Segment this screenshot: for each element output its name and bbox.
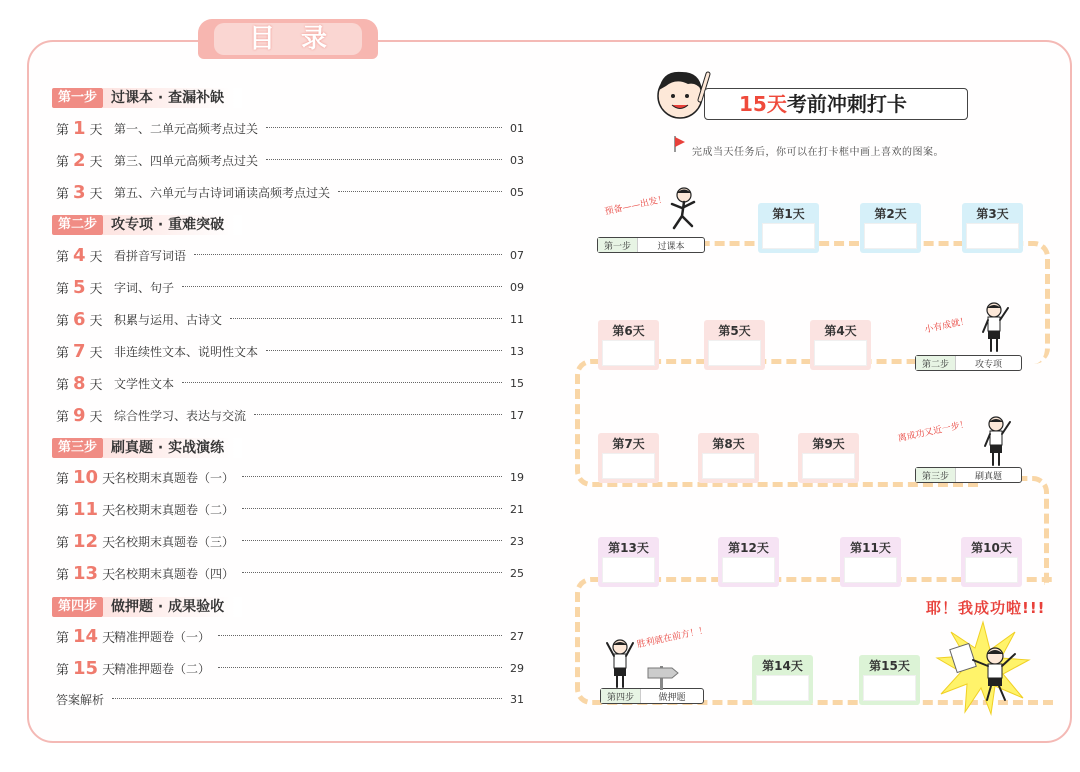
- page-number: 25: [510, 566, 524, 580]
- dot-leader: [194, 253, 502, 255]
- step-title: 刷真题 · 实战演练: [103, 438, 242, 458]
- toc-topic: 精准押题卷（二）: [114, 661, 211, 676]
- day-number: 4: [73, 244, 86, 266]
- page-number: 29: [510, 661, 524, 675]
- box-label: 第2天: [874, 207, 907, 221]
- step-header-2: [52, 215, 242, 235]
- box-label: 第12天: [728, 541, 769, 555]
- answers-label: 答案解析: [56, 692, 105, 707]
- step-header-1: [52, 88, 242, 108]
- checkin-box-day-6[interactable]: [598, 320, 659, 370]
- step-badge: 第四步: [52, 597, 103, 617]
- toc-topic: 文学性文本: [114, 376, 175, 391]
- day-number: 12: [73, 530, 99, 552]
- page-number: 09: [510, 280, 524, 294]
- page-number: 03: [510, 153, 524, 167]
- step-label-3: 第三步 刷真题: [915, 467, 1022, 483]
- toc-topic: 综合性学习、表达与交流: [114, 408, 247, 423]
- checkin-box-day-2[interactable]: [860, 203, 921, 253]
- box-label: 第8天: [712, 437, 745, 451]
- toc-topic: 第五、六单元与古诗词诵读高频考点过关: [114, 185, 331, 200]
- day-number: 11: [73, 498, 99, 520]
- dot-leader: [242, 475, 502, 477]
- checkin-box-day-11[interactable]: [840, 537, 901, 587]
- toc-topic: 精准押题卷（一）: [114, 629, 211, 644]
- checkin-box-day-14[interactable]: [752, 655, 813, 705]
- dot-leader: [338, 190, 502, 192]
- page-number: 17: [510, 408, 524, 422]
- box-label: 第15天: [869, 659, 910, 673]
- toc-row-day-15[interactable]: 第 15 天 精准押题卷（二） 29: [56, 657, 524, 679]
- day-number: 8: [73, 372, 86, 394]
- day-number: 13: [73, 562, 99, 584]
- waving-kid-illustration: [982, 416, 1014, 468]
- box-label: 第5天: [718, 324, 751, 338]
- signpost-icon: [646, 662, 680, 690]
- page-number: 23: [510, 534, 524, 548]
- dot-leader: [230, 317, 502, 319]
- day-number: 10: [73, 466, 99, 488]
- dot-leader: [218, 666, 502, 668]
- toc-topic: 非连续性文本、说明性文本: [114, 344, 259, 359]
- page-number: 19: [510, 470, 524, 484]
- step-badge: 第三步: [52, 438, 103, 458]
- toc-row-day-9[interactable]: 第 9 天 综合性学习、表达与交流 17: [56, 404, 524, 426]
- dot-leader: [266, 158, 502, 160]
- dot-leader: [266, 349, 502, 351]
- box-label: 第4天: [824, 324, 857, 338]
- page-number: 13: [510, 344, 524, 358]
- toc-topic: 看拼音写词语: [114, 248, 187, 263]
- day-number: 7: [73, 340, 86, 362]
- toc-row-day-7[interactable]: 第 7 天 非连续性文本、说明性文本 13: [56, 340, 524, 362]
- toc-topic: 字词、句子: [114, 280, 175, 295]
- checkin-box-day-13[interactable]: [598, 537, 659, 587]
- dot-leader: [218, 634, 502, 636]
- dot-leader: [254, 413, 502, 415]
- day-number: 3: [73, 181, 86, 203]
- box-label: 第9天: [812, 437, 845, 451]
- checkin-box-day-8[interactable]: [698, 433, 759, 483]
- box-label: 第1天: [772, 207, 805, 221]
- finish-text: 耶！我成功啦!!!: [926, 599, 1046, 617]
- checkin-box-day-5[interactable]: [704, 320, 765, 370]
- step-title: 过课本 · 查漏补缺: [103, 88, 242, 108]
- checkin-box-day-1[interactable]: [758, 203, 819, 253]
- toc-topic: 名校期末真题卷（一）: [114, 470, 235, 485]
- cheer-text: 离成功又近一步！: [897, 419, 970, 445]
- dot-leader: [182, 381, 502, 383]
- checkin-box-day-7[interactable]: [598, 433, 659, 483]
- step-label-1: 第一步 过课本: [597, 237, 705, 253]
- toc-topic: 名校期末真题卷（二）: [114, 502, 235, 517]
- checkin-box-day-10[interactable]: [961, 537, 1022, 587]
- checkin-box-day-9[interactable]: [798, 433, 859, 483]
- day-number: 1: [73, 117, 86, 139]
- toc-row-day-5[interactable]: 第 5 天 字词、句子 09: [56, 276, 524, 298]
- dot-leader: [112, 697, 502, 699]
- banner-text: 考前冲刺打卡: [786, 92, 907, 116]
- cheer-text: 小有成就！: [923, 316, 970, 336]
- box-label: 第13天: [608, 541, 649, 555]
- toc-row-day-13[interactable]: 第 13 天 名校期末真题卷（四） 25: [56, 562, 524, 584]
- dot-leader: [242, 571, 502, 573]
- box-label: 第11天: [850, 541, 891, 555]
- toc-row-day-10[interactable]: 第 10 天 名校期末真题卷（一） 19: [56, 466, 524, 488]
- day-number: 5: [73, 276, 86, 298]
- checkin-banner: [704, 88, 968, 120]
- step-label-4: 第四步 做押题: [600, 688, 704, 704]
- page-number: 11: [510, 312, 524, 326]
- box-label: 第3天: [976, 207, 1009, 221]
- step-badge: 第一步: [52, 88, 103, 108]
- celebration-burst-illustration: [935, 620, 1031, 716]
- page-number: 01: [510, 121, 524, 135]
- toc-topic: 第三、四单元高频考点过关: [114, 153, 259, 168]
- toc-row-day-3[interactable]: 第 3 天 第五、六单元与古诗词诵读高频考点过关 05: [56, 181, 524, 203]
- toc-row-day-14[interactable]: 第 14 天 精准押题卷（一） 27: [56, 625, 524, 647]
- step-title: 做押题 · 成果验收: [103, 597, 242, 617]
- checkin-box-day-3[interactable]: [962, 203, 1023, 253]
- toc-row-answers[interactable]: [56, 688, 524, 710]
- cheer-text: 胜利就在前方！！: [636, 625, 709, 651]
- day-number: 9: [73, 404, 86, 426]
- toc-row-day-6[interactable]: 第 6 天 积累与运用、古诗文 11: [56, 308, 524, 330]
- instruction-note: 完成当天任务后，你可以在打卡框中画上喜欢的图案。: [692, 147, 944, 158]
- box-label: 第10天: [971, 541, 1012, 555]
- toc-row-day-1[interactable]: 第 1 天 第一、二单元高频考点过关 01: [56, 117, 524, 139]
- box-label: 第6天: [612, 324, 645, 338]
- toc-row-day-2[interactable]: 第 2 天 第三、四单元高频考点过关 03: [56, 149, 524, 171]
- box-label: 第7天: [612, 437, 645, 451]
- toc-row-day-11[interactable]: 第 11 天 名校期末真题卷（二） 21: [56, 498, 524, 520]
- day-number: 6: [73, 308, 86, 330]
- dot-leader: [242, 539, 502, 541]
- day-number: 2: [73, 149, 86, 171]
- toc-row-day-12[interactable]: 第 12 天 名校期末真题卷（三） 23: [56, 530, 524, 552]
- step-title: 攻专项 · 重难突破: [103, 215, 242, 235]
- page-number: 27: [510, 629, 524, 643]
- dot-leader: [182, 285, 502, 287]
- cheer-text: 预备——出发！: [603, 194, 668, 218]
- toc-row-day-8[interactable]: 第 8 天 文学性文本 15: [56, 372, 524, 394]
- standing-kid-illustration: [980, 302, 1012, 354]
- flag-icon: [675, 137, 685, 147]
- page-title: 目录: [214, 23, 362, 55]
- cheering-kid-illustration: [604, 637, 636, 689]
- toc-topic: 积累与运用、古诗文: [114, 312, 223, 327]
- title-tab: [198, 19, 378, 59]
- page-number: 05: [510, 185, 524, 199]
- checkin-box-day-4[interactable]: [810, 320, 871, 370]
- toc-topic: 名校期末真题卷（三）: [114, 534, 235, 549]
- day-number: 15: [73, 657, 99, 679]
- toc-topic: 第一、二单元高频考点过关: [114, 121, 259, 136]
- banner-number: 15天: [739, 92, 787, 116]
- step-header-4: [52, 597, 242, 617]
- page-number: 31: [510, 692, 524, 706]
- page-number: 07: [510, 248, 524, 262]
- toc-topic: 名校期末真题卷（四）: [114, 566, 235, 581]
- step-header-3: [52, 438, 242, 458]
- dot-leader: [242, 507, 502, 509]
- page-number: 21: [510, 502, 524, 516]
- page-number: 15: [510, 376, 524, 390]
- running-kid-illustration: [664, 186, 704, 236]
- step-label-2: 第二步 攻专项: [915, 355, 1022, 371]
- day-number: 14: [73, 625, 99, 647]
- dot-leader: [266, 126, 502, 128]
- step-badge: 第二步: [52, 215, 103, 235]
- box-label: 第14天: [762, 659, 803, 673]
- checkin-box-day-12[interactable]: [718, 537, 779, 587]
- checkin-box-day-15[interactable]: [859, 655, 920, 705]
- toc-row-day-4[interactable]: 第 4 天 看拼音写词语 07: [56, 244, 524, 266]
